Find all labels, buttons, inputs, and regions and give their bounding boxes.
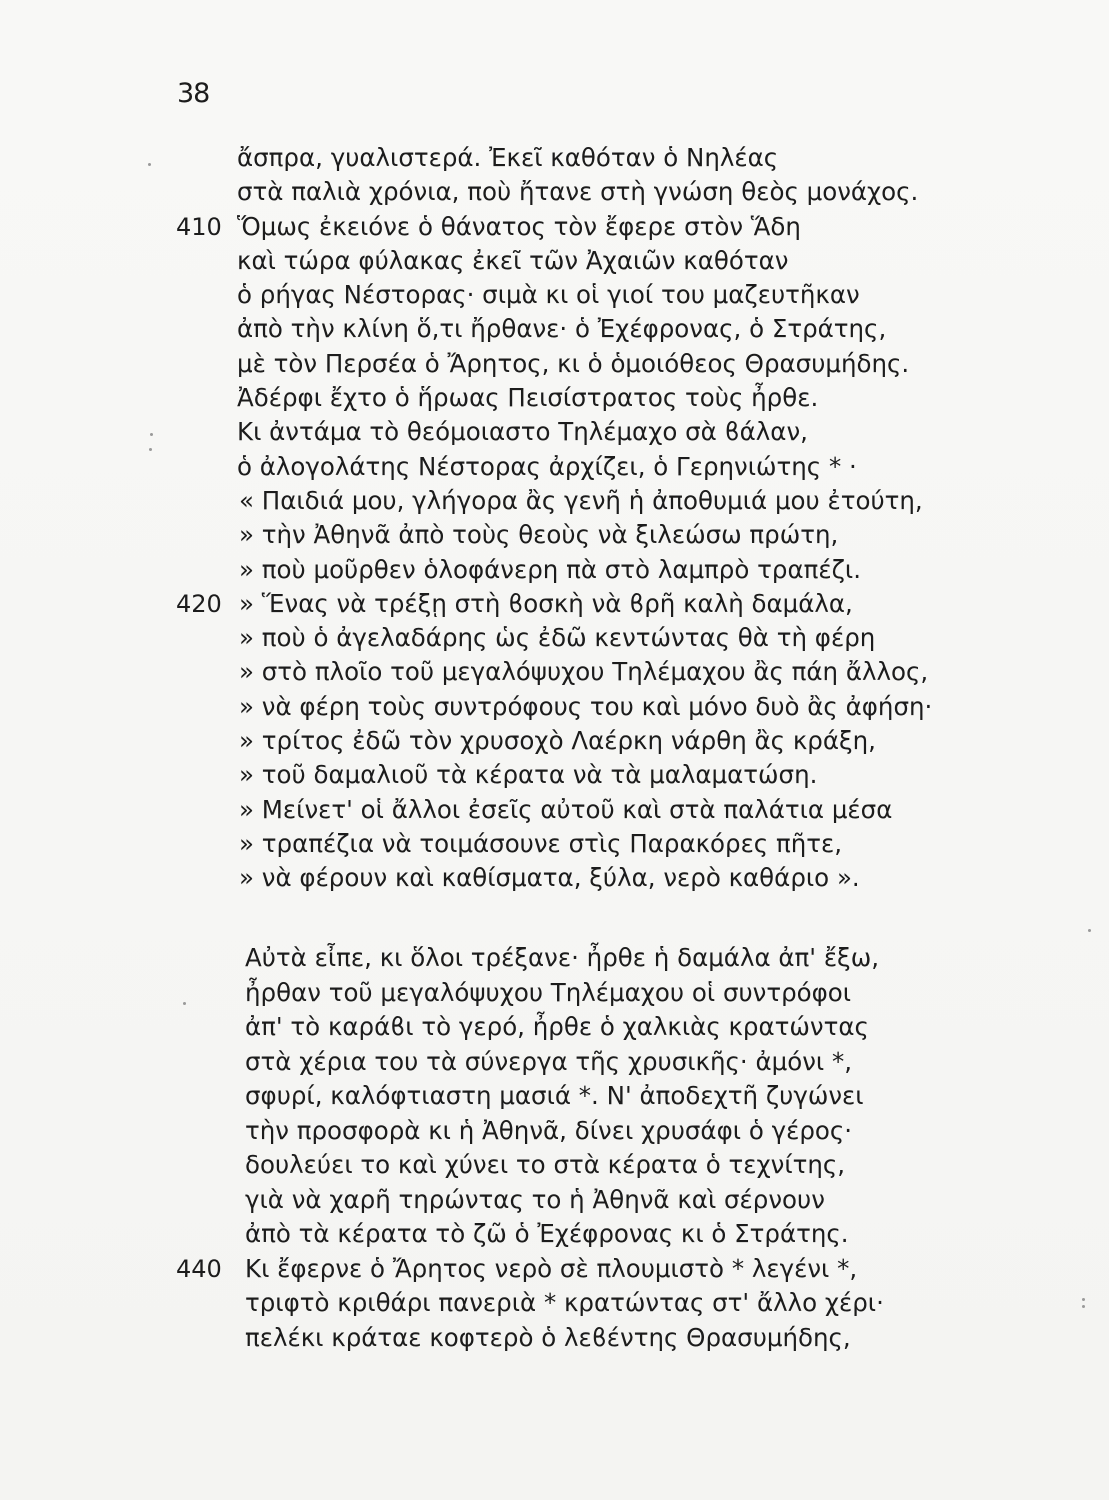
- verse-line: [0, 210, 1109, 244]
- verse-line: [0, 415, 1109, 449]
- line-text: ὁ ἀλογολάτης Νέστορας ἀρχίζει, ὁ Γερηνιώτης * ·: [237, 451, 857, 481]
- line-text: ἀπὸ τὴν κλίνη ὅ,τι ἤρθανε· ὁ Ἐχέφρονας, ὁ Στράτης,: [237, 314, 887, 344]
- line-text: ὁ ρήγας Νέστορας· σιμὰ κι οἱ γιοί του μαζευτῆκαν: [237, 280, 860, 310]
- line-text: Κι ἀντάμα τὸ θεόμοιαστο Τηλέμαχο σὰ ϐάλαν,: [237, 417, 808, 447]
- verse-line: [0, 793, 1109, 827]
- line-number: 420: [176, 589, 222, 618]
- verse-line: [0, 655, 1109, 689]
- verse-line: [0, 1217, 1109, 1252]
- line-text: Αὐτὰ εἶπε, κι ὅλοι τρέξανε· ἦρθε ἡ δαμάλα ἀπ' ἔξω,: [245, 943, 880, 972]
- verse-block-2: [0, 941, 1109, 1355]
- line-text: ἀπὸ τὰ κέρατα τὸ ζῶ ὁ Ἐχέφρονας κι ὁ Στράτης.: [245, 1219, 849, 1248]
- verse-line: [0, 587, 1109, 621]
- line-text: ἦρθαν τοῦ μεγαλόψυχου Τηλέμαχου οἱ συντρόφοι: [245, 977, 852, 1007]
- verse-line: [0, 278, 1109, 312]
- scan-speck: [148, 163, 151, 166]
- scan-speck: [1082, 1305, 1085, 1308]
- verse-line: [0, 861, 1109, 895]
- verse-line: [0, 1252, 1109, 1287]
- line-text: τὴν προσφορὰ κι ἡ Ἀθηνᾶ, δίνει χρυσάφι ὁ γέρος·: [245, 1115, 853, 1145]
- verse-line: [0, 1321, 1109, 1356]
- verse-line: [0, 976, 1109, 1011]
- line-text: πελέκι κράταε κοφτερὸ ὁ λεϐέντης Θρασυμήδης,: [245, 1322, 851, 1352]
- verse-line: [0, 553, 1109, 587]
- line-text: » ποὺ ὁ ἀγελαδάρης ὡς ἐδῶ κεντώντας θὰ τὴ φέρη: [239, 623, 876, 653]
- line-text: ἀπ' τὸ καράϐι τὸ γερό, ἦρθε ὁ χαλκιὰς κρατώντας: [245, 1012, 869, 1041]
- line-number: 410: [176, 212, 222, 241]
- page-number: 38: [177, 78, 210, 109]
- verse-line: [0, 690, 1109, 724]
- verse-line: [0, 941, 1109, 976]
- scan-speck: [1082, 1298, 1085, 1301]
- verse-line: [0, 450, 1109, 484]
- scan-speck: [149, 448, 152, 451]
- line-text: » τὴν Ἀθηνᾶ ἀπὸ τοὺς θεοὺς νὰ ξιλεώσω πρώτη,: [239, 520, 839, 550]
- line-text: » τρίτος ἐδῶ τὸν χρυσοχὸ Λαέρκη νάρθη ἂς κράξη,: [239, 726, 876, 756]
- verse-line: [0, 1010, 1109, 1045]
- line-text: » τοῦ δαμαλιοῦ τὰ κέρατα νὰ τὰ μαλαματώση.: [239, 760, 818, 790]
- line-text: » νὰ φέρη τοὺς συντρόφους του καὶ μόνο δυὸ ἂς ἀφήση·: [239, 691, 933, 721]
- verse-line: [0, 381, 1109, 415]
- verse-line: [0, 724, 1109, 758]
- line-text: ἄσπρα, γυαλιστερά. Ἐκεῖ καθόταν ὁ Νηλέας: [237, 143, 779, 172]
- line-text: δουλεύει το καὶ χύνει το στὰ κέρατα ὁ τεχνίτης,: [245, 1150, 846, 1179]
- verse-line: [0, 1286, 1109, 1321]
- line-text: μὲ τὸν Περσέα ὁ Ἄρητος, κι ὁ ὁμοιόθεος Θρασυμήδης.: [237, 348, 910, 378]
- line-text: » ποὺ μοῦρθεν ὁλοφάνερη πὰ στὸ λαμπρὸ τραπέζι.: [239, 554, 861, 584]
- verse-line: [0, 484, 1109, 518]
- line-text: γιὰ νὰ χαρῆ τηρώντας το ἡ Ἀθηνᾶ καὶ σέρνουν: [245, 1184, 825, 1214]
- verse-block-1: [0, 141, 1109, 896]
- line-text: στὰ παλιὰ χρόνια, ποὺ ἤτανε στὴ γνώση θεὸς μονάχος.: [237, 177, 919, 207]
- scan-speck: [150, 433, 153, 436]
- verse-line: [0, 244, 1109, 278]
- verse-line: [0, 175, 1109, 209]
- line-text: Ἀδέρφι ἔχτο ὁ ἥρωας Πεισίστρατος τοὺς ἦρθε.: [237, 383, 819, 413]
- line-text: » τραπέζια νὰ τοιμάσουνε στὶς Παρακόρες πῆτε,: [239, 828, 843, 858]
- verse-line: [0, 1079, 1109, 1114]
- line-text: » στὸ πλοῖο τοῦ μεγαλόψυχου Τηλέμαχου ἂς πάη ἄλλος,: [239, 657, 929, 687]
- line-text: σφυρί, καλόφτιαστη μασιά *. Ν' ἀποδεχτῆ ζυγώνει: [245, 1081, 864, 1110]
- line-text: τριφτὸ κριθάρι πανεριὰ * κρατώντας στ' ἄλλο χέρι·: [245, 1288, 884, 1317]
- verse-line: [0, 347, 1109, 381]
- line-text: καὶ τώρα φύλακας ἐκεῖ τῶν Ἀχαιῶν καθόταν: [237, 245, 789, 275]
- verse-line: [0, 1045, 1109, 1080]
- line-text: Κι ἔφερνε ὁ Ἄρητος νερὸ σὲ πλουμιστὸ * λεγένι *,: [245, 1253, 858, 1283]
- line-text: Ὅμως ἐκειόνε ὁ θάνατος τὸν ἔφερε στὸν Ἅδη: [237, 211, 801, 241]
- line-text: » νὰ φέρουν καὶ καθίσματα, ξύλα, νερὸ καθάριο ».: [239, 863, 860, 893]
- verse-line: [0, 758, 1109, 792]
- verse-line: [0, 621, 1109, 655]
- verse-line: [0, 1148, 1109, 1183]
- verse-line: [0, 518, 1109, 552]
- verse-line: [0, 1183, 1109, 1218]
- verse-line: [0, 827, 1109, 861]
- line-text: « Παιδιά μου, γλήγορα ἂς γενῆ ἡ ἀποθυμιά μου ἐτούτη,: [239, 485, 923, 515]
- verse-line: [0, 141, 1109, 175]
- line-text: » Μείνετ' οἱ ἄλλοι ἐσεῖς αὐτοῦ καὶ στὰ παλάτια μέσα: [239, 794, 893, 824]
- scan-speck: [183, 1002, 186, 1005]
- verse-line: [0, 312, 1109, 346]
- scan-speck: [1088, 929, 1091, 932]
- line-text: » Ἕνας νὰ τρέξῃ στὴ ϐοσκὴ νὰ ϐρῆ καλὴ δαμάλα,: [239, 588, 853, 618]
- verse-line: [0, 1114, 1109, 1149]
- line-text: στὰ χέρια του τὰ σύνεργα τῆς χρυσικῆς· ἀμόνι *,: [245, 1046, 852, 1076]
- line-number: 440: [176, 1254, 222, 1283]
